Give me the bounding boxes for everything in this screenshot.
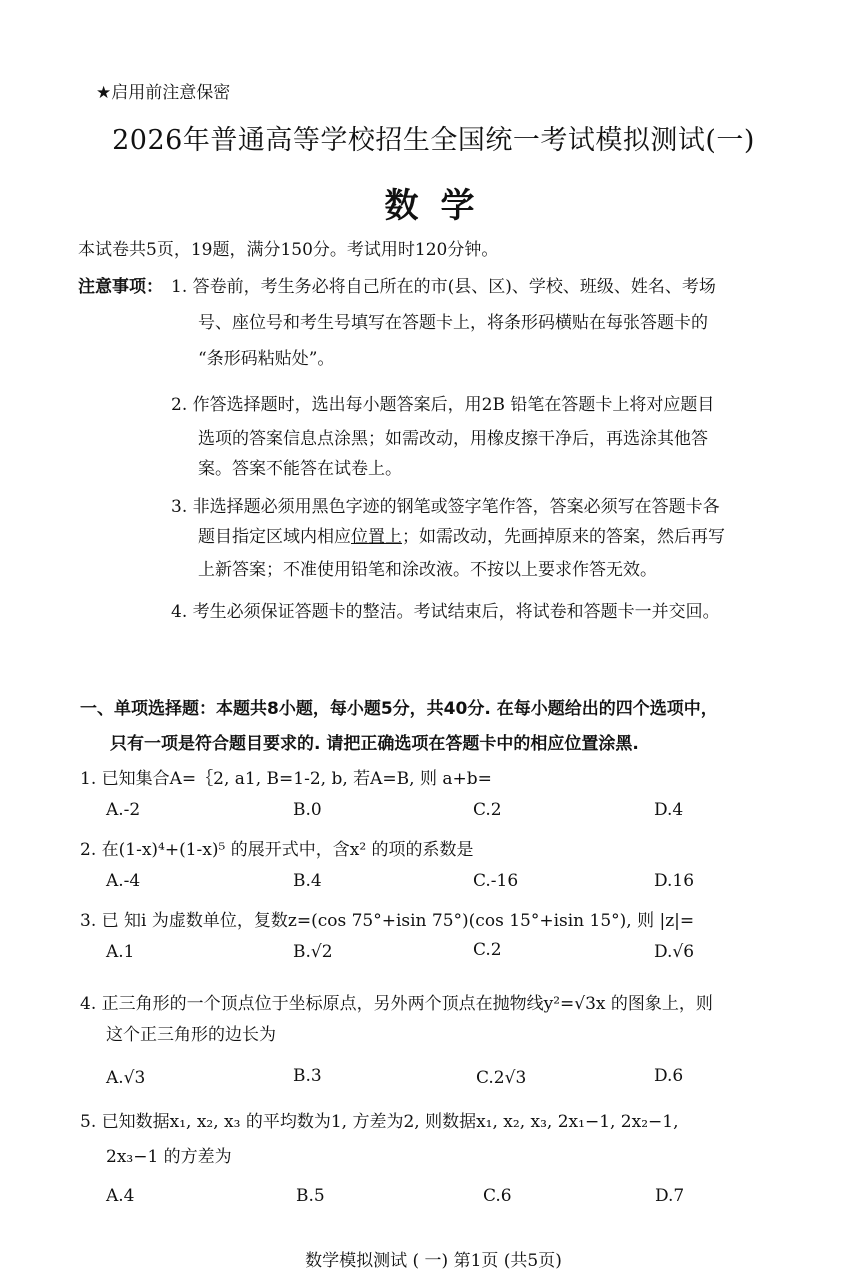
option-a: A.-4 xyxy=(106,871,141,891)
option-d: D.4 xyxy=(654,800,684,820)
underlined-text: 位置上 xyxy=(351,527,402,547)
section-heading-cont: 只有一项是符合题目要求的. 请把正确选项在答题卡中的相应位置涂黑. xyxy=(110,734,639,754)
option-b: B.4 xyxy=(293,871,322,891)
question-text: 3. 已 知i 为虚数单位，复数z=(cos 75°+isin 75°)(cos 15°+isin 15°), 则 |z|= xyxy=(80,911,695,931)
notice-line: 号、座位号和考生号填写在答题卡上，将条形码横贴在每张答题卡的 xyxy=(198,313,708,333)
notice-line: 4. 考生必须保证答题卡的整洁。考试结束后，将试卷和答题卡一并交回。 xyxy=(171,602,720,622)
option-c: C.-16 xyxy=(473,871,519,891)
notice-line: 上新答案；不准使用铅笔和涂改液。不按以上要求作答无效。 xyxy=(198,560,657,580)
subject-title: 数学 xyxy=(384,186,497,226)
option-c: C.2 xyxy=(473,940,502,960)
notice-line: 案。答案不能答在试卷上。 xyxy=(198,459,402,479)
option-a: A.√3 xyxy=(106,1068,146,1088)
option-c: C.2 xyxy=(473,800,502,820)
notice-label: 注意事项： xyxy=(78,277,163,297)
question-text-cont: 2x₃−1 的方差为 xyxy=(106,1147,232,1167)
option-b: B.0 xyxy=(293,800,322,820)
option-a: A.4 xyxy=(106,1186,135,1206)
notice-line: “条形码粘贴处”。 xyxy=(198,349,335,369)
option-b: B.√2 xyxy=(293,942,333,962)
option-a: A.1 xyxy=(106,942,135,962)
option-d: D.7 xyxy=(655,1186,685,1206)
question-text: 2. 在(1-x)⁴+(1-x)⁵ 的展开式中，含x² 的项的系数是 xyxy=(80,840,474,860)
question-text: 1. 已知集合A=｛2, a1, B=1-2, b, 若A=B, 则 a+b= xyxy=(80,769,492,789)
question-text-cont: 这个正三角形的边长为 xyxy=(106,1025,276,1045)
notice-text: ；如需改动，先画掉原来的答案，然后再写 xyxy=(402,527,725,547)
option-d: D.6 xyxy=(654,1066,684,1086)
question-text: 4. 正三角形的一个顶点位于坐标原点，另外两个顶点在抛物线y²=√3x 的图象上，则 xyxy=(80,994,713,1014)
exam-title: 2026年普通高等学校招生全国统一考试模拟测试(一) xyxy=(112,125,755,156)
option-c: C.6 xyxy=(483,1186,512,1206)
section-heading: 一、单项选择题：本题共8小题，每小题5分，共40分. 在每小题给出的四个选项中， xyxy=(80,699,718,719)
notice-line xyxy=(198,522,725,547)
option-a: A.-2 xyxy=(106,800,141,820)
page-footer: 数学模拟测试 ( 一) 第1页 (共5页) xyxy=(305,1251,562,1271)
option-d: D.16 xyxy=(654,871,695,891)
option-b: B.5 xyxy=(296,1186,325,1206)
option-b: B.3 xyxy=(293,1066,322,1086)
exam-intro: 本试卷共5页，19题，满分150分。考试用时120分钟。 xyxy=(78,240,499,260)
option-c: C.2√3 xyxy=(476,1068,527,1088)
notice-line: 2. 作答选择题时，选出每小题答案后，用2B 铅笔在答题卡上将对应题目 xyxy=(171,395,715,415)
notice-line: 选项的答案信息点涂黑；如需改动，用橡皮擦干净后，再选涂其他答 xyxy=(198,429,708,449)
notice-text: 题目指定区域内相应 xyxy=(198,527,351,547)
question-text: 5. 已知数据x₁, x₂, x₃ 的平均数为1, 方差为2, 则数据x₁, x₂, x₃, 2x₁−1, 2x₂−1, xyxy=(80,1112,679,1132)
notice-line: 3. 非选择题必须用黑色字迹的钢笔或签字笔作答，答案必须写在答题卡各 xyxy=(171,497,720,517)
option-d: D.√6 xyxy=(654,942,695,962)
notice-line: 1. 答卷前，考生务必将自己所在的市(县、区)、学校、班级、姓名、考场 xyxy=(171,277,716,297)
confidential-mark: ★启用前注意保密 xyxy=(96,83,231,103)
